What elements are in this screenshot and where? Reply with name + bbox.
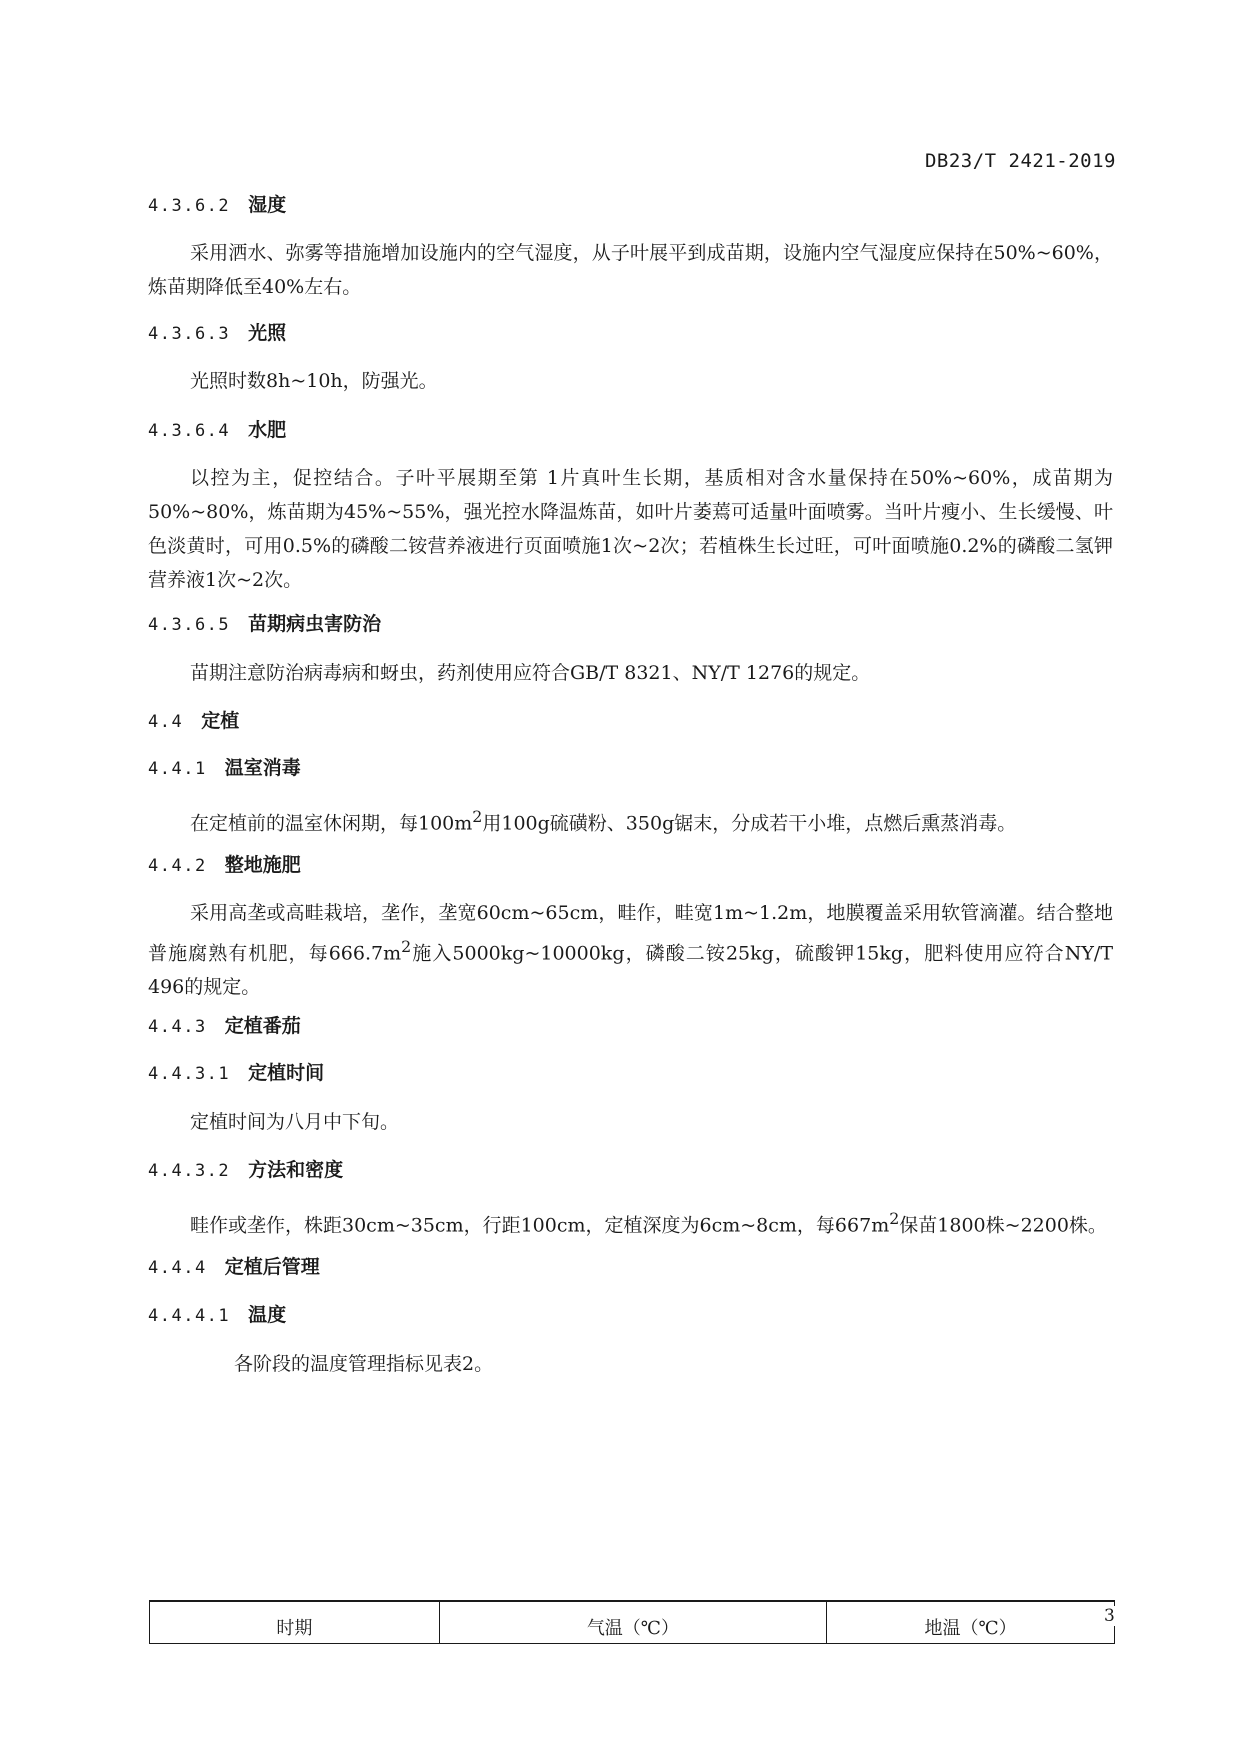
section-title: 定植番茄	[224, 1015, 301, 1037]
superscript: 2	[889, 1209, 900, 1228]
text-run: 畦作或垄作，株距30cm~35cm，行距100cm，定植深度为6cm~8cm，每667m	[190, 1214, 890, 1237]
paragraph-method-density	[148, 1202, 1113, 1242]
section-number: 4.4.3.2	[148, 1161, 231, 1181]
paragraph-pest-control: 苗期注意防治病毒病和蚜虫，药剂使用应符合GB/T 8321、NY/T 1276的规定。	[190, 662, 871, 684]
section-title: 苗期病虫害防治	[248, 613, 382, 635]
table-header-cell-period: 时期	[150, 1601, 440, 1644]
section-heading-4-4-3	[148, 1014, 301, 1039]
section-heading-4-3-6-2	[148, 193, 286, 218]
section-title: 温室消毒	[224, 757, 301, 779]
table-header-cell-air-temp: 气温（℃）	[439, 1601, 826, 1644]
superscript: 2	[401, 937, 412, 956]
text-run: 用100g硫磺粉、350g锯末，分成若干小堆，点燃后熏蒸消毒。	[482, 812, 1017, 835]
section-number: 4.3.6.4	[148, 421, 231, 441]
section-number: 4.4.1	[148, 759, 207, 779]
section-number: 4.4.4	[148, 1258, 207, 1278]
text-run: 在定植前的温室休闲期，每100m	[190, 812, 473, 835]
section-title: 湿度	[248, 194, 287, 216]
section-number: 4.4.3.1	[148, 1064, 231, 1084]
section-heading-4-3-6-3	[148, 321, 286, 346]
paragraph-water-fertilizer: 以控为主，促控结合。子叶平展期至第 1片真叶生长期，基质相对含水量保持在50%~60%，成苗期为50%~80%，炼苗期为45%~55%，强光控水降温炼苗，如叶片萎蔫可适量叶面喷雾。当叶片瘦小、生长缓慢、叶色淡黄时，可用0.5%的磷酸二铵营养液进行页面喷施1次~2次；若植株生长过旺，可叶面喷施0.2%的磷酸二氢钾营养液1次~2次。	[148, 467, 1113, 591]
section-title: 整地施肥	[224, 854, 301, 876]
section-heading-4-4-1	[148, 756, 301, 781]
paragraph-humidity: 采用洒水、弥雾等措施增加设施内的空气湿度，从子叶展平到成苗期，设施内空气湿度应保持在50%~60%，炼苗期降低至40%左右。	[148, 242, 1113, 298]
section-number: 4.4	[148, 712, 184, 732]
section-title: 温度	[248, 1304, 287, 1326]
paragraph-lighting: 光照时数8h~10h，防强光。	[190, 370, 438, 392]
text-run: 施入5000kg~10000kg，磷酸二铵25kg，硫酸钾15kg，肥料使用应符合NY/T 496的规定。	[148, 942, 1113, 999]
document-code: DB23/T 2421-2019	[924, 150, 1116, 172]
text-run: 保苗1800株~2200株。	[899, 1214, 1107, 1237]
section-heading-4-4-4	[148, 1255, 320, 1280]
section-number: 4.3.6.5	[148, 615, 231, 635]
table-header-row	[150, 1601, 1115, 1644]
table	[149, 1600, 1115, 1644]
section-title: 水肥	[248, 419, 287, 441]
section-title: 方法和密度	[248, 1159, 344, 1181]
section-heading-4-4-3-2	[148, 1158, 343, 1183]
section-title: 定植后管理	[224, 1256, 320, 1278]
table-header-cell-soil-temp: 地温（℃）	[827, 1601, 1115, 1644]
paragraph-planting-time: 定植时间为八月中下旬。	[190, 1111, 400, 1133]
section-number: 4.3.6.2	[148, 196, 231, 216]
section-title: 光照	[248, 322, 287, 344]
paragraph-temperature-ref: 各阶段的温度管理指标见表2。	[234, 1353, 494, 1375]
section-title: 定植时间	[248, 1062, 325, 1084]
section-heading-4-4	[148, 709, 239, 734]
section-number: 4.4.4.1	[148, 1306, 231, 1326]
paragraph-land-fertilizing	[148, 896, 1113, 1004]
section-number: 4.3.6.3	[148, 324, 231, 344]
section-number: 4.4.3	[148, 1017, 207, 1037]
temperature-table	[149, 1600, 1115, 1644]
section-heading-4-4-2	[148, 853, 301, 878]
superscript: 2	[472, 807, 483, 826]
text-run: 采用高垄或高畦栽培，垄作，垄宽60cm~65cm，畦作，畦宽1m~1.2m，地膜覆盖采用软管滴灌。结合整地普施腐熟有机肥，每666.7m	[148, 902, 1113, 965]
paragraph-greenhouse-disinfection	[148, 800, 1113, 840]
section-title: 定植	[201, 710, 240, 732]
section-number: 4.4.2	[148, 856, 207, 876]
section-heading-4-4-4-1	[148, 1303, 286, 1328]
page-number: 3	[1104, 1606, 1115, 1626]
section-heading-4-4-3-1	[148, 1061, 324, 1086]
section-heading-4-3-6-5	[148, 612, 381, 637]
section-heading-4-3-6-4	[148, 418, 286, 443]
